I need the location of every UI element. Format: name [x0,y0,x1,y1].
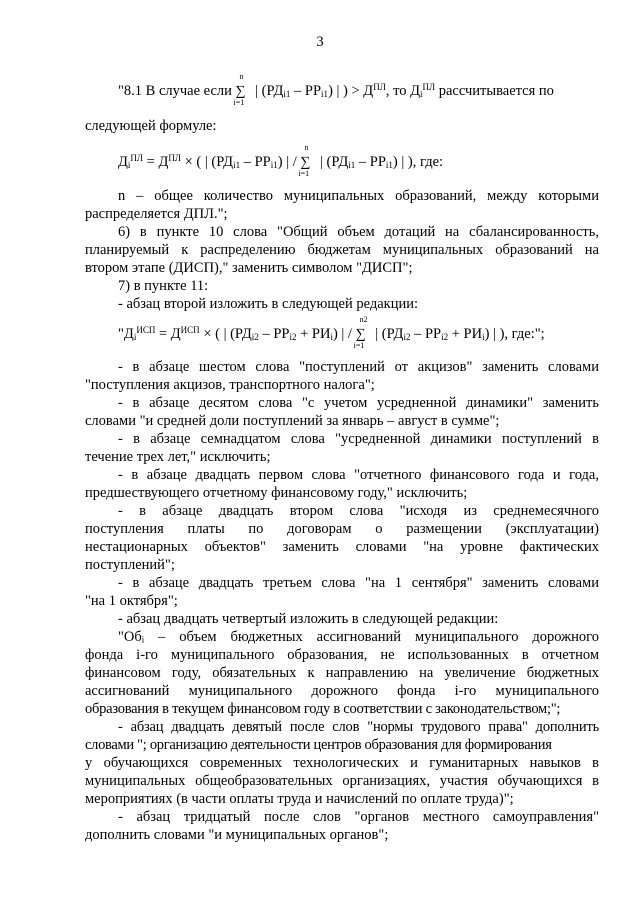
text-line: - абзац двадцать девятый после слов "нормы трудового права" дополнить [118,719,599,735]
text-line: втором этапе (ДИСП)," заменить символом "ДИСП"; [85,260,413,276]
text-line: мероприятиях (в части оплаты труда и начислений по оплате труда)"; [85,791,514,807]
text-line: 7) в пункте 11: [118,278,209,294]
text-line: 6) в пункте 10 слова "Общий объем дотаций на сбалансированность, [118,224,599,240]
page-number: 3 [316,34,324,50]
text-line: дополнить словами "и муниципальных органов"; [85,827,389,843]
text-line: финансовом году, обязательных к направлению на увеличение бюджетных [85,665,599,681]
text-line: "поступления акцизов, транспортного налога"; [85,377,375,393]
text-line: ассигнований муниципального дорожного фонда i-го муниципального [85,683,599,699]
text-line: "Обᵢ – объем бюджетных ассигнований муниципального дорожного [118,629,599,645]
text-line: образования в текущем финансовом году в соответствии с законодательством;"; [85,701,561,717]
text-line: следующей формуле: [85,118,217,134]
text-line: планируемый к распределению бюджетам муниципальных образований на [85,242,599,258]
text-line: - абзац второй изложить в следующей редакции: [118,296,419,312]
text-line: муниципальных общеобразовательных организациях, участия обучающихся в [85,773,599,789]
formula-condition: "8.1 В случае если n ∑ i=1 | $(РД_{i1} - РР_{i1})$ | ) > $Д^{ПЛ}$, то $Д_i^{ПЛ}$ рассчитывается по [118,72,554,107]
text-line: - абзац тридцатый после слов "органов местного самоуправления" [118,809,599,825]
sum-symbol: n ∑ i=1 [233,72,246,107]
formula-dpl: $Д_i^{ПЛ} = Д^{ПЛ}$ × ( | $(РД_{i1} - РР_{i1})$ | / n ∑ i=1 | $(РД_{i1} - РР_{i1})$ | ), где: [118,143,444,178]
text-line: фонда i-го муниципального образования, не использованных в отчетном [85,647,599,663]
text-line: нестационарных объектов" заменить словами "на уровне фактических [85,539,599,555]
text-line: поступлений"; [85,557,175,573]
text-line: - в абзаце двадцать втором слова "исходя из среднемесячного [118,503,599,519]
text-line: - в абзаце семнадцатом слова "усредненной динамики поступлений в [118,431,599,447]
text-line: предшествующего отчетному финансовому году," исключить; [85,485,468,501]
text-line: - в абзаце двадцать первом слова "отчетного финансового года и года, [118,467,599,483]
text-line: течение трех лет," исключить; [85,449,271,465]
sum-symbol: n ∑ i=1 [298,143,311,178]
text-line: распределяется ДПЛ."; [85,206,228,222]
text-line: - абзац двадцать четвертый изложить в следующей редакции: [118,611,499,627]
text-line: поступления платы по договорам о размещении (эксплуатации) [85,521,599,537]
formula-disp: "$Д_i^{ИСП} = Д^{ИСП}$ × ( | $(РД_{i2} - РР_{i2} + РИ_i)$ | / n2 ∑ i=1 | $(РД_{i2} - РР_{i2} + РИ_i)$ | ), где:"; [118,315,545,350]
text-line: - в абзаце шестом слова "поступлений от акцизов" заменить словами [118,359,599,375]
sum-symbol: n2 ∑ i=1 [353,315,368,350]
text-line: словами "; организацию деятельности центров образования для формирования [85,737,552,753]
text-line: "на 1 октября"; [85,593,178,609]
text-line: - в абзаце десятом слова "с учетом усредненной динамики" заменить [118,395,599,411]
text-line: - в абзаце двадцать третьем слова "на 1 сентября" заменить словами [118,575,599,591]
text-line: n – общее количество муниципальных образований, между которыми [118,188,599,204]
text-line: у обучающихся современных технологических и гуманитарных навыков в [85,755,599,771]
text-line: словами "и средней доли поступлений за январь – август в сумме"; [85,413,500,429]
